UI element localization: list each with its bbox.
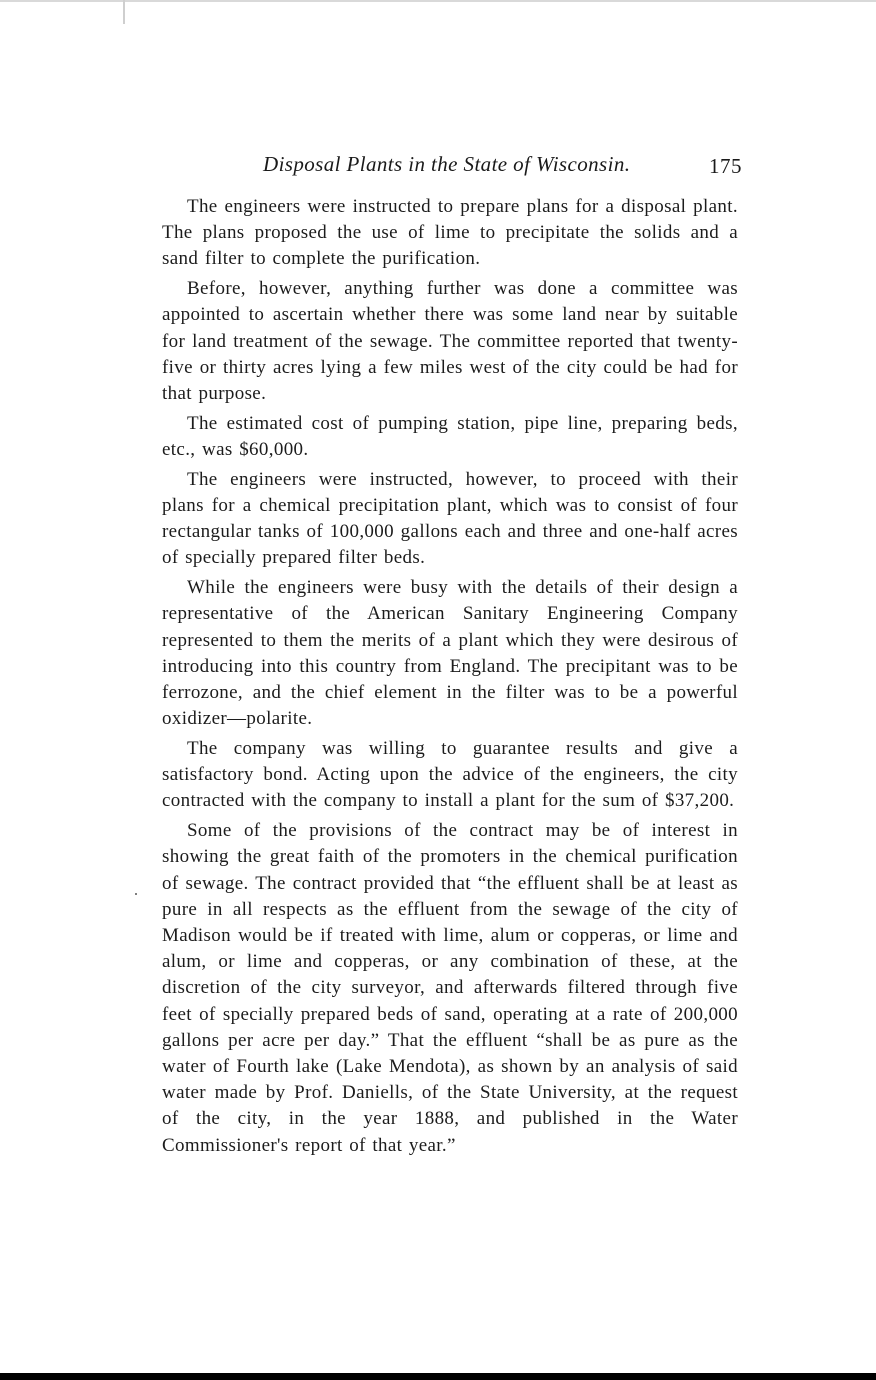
page-header bbox=[162, 152, 742, 184]
running-title: Disposal Plants in the State of Wisconsin. bbox=[263, 152, 631, 176]
body-text bbox=[162, 194, 738, 1162]
scan-corner-mark bbox=[123, 0, 125, 24]
paragraph-estimated-cost: The estimated cost of pumping station, pipe line, preparing beds, etc., was $60,000. bbox=[162, 412, 738, 461]
scan-bottom-border bbox=[0, 1373, 876, 1380]
paragraph-contract-provisions: Some of the provisions of the contract may be of interest in showing the great faith of the promoters in the chemical purification of sewage. The contract provided that “the effluent shall be at least as pure in all respects as the effluent from the sewage of the city of Madison would be if treated with lime, alum or copperas, or lime and alum, or lime and copperas, or any combination of these, at the discretion of the city surveyor, and afterwards filtered through five feet of specially prepared beds of sand, operating at a rate of 200,000 gallons per acre per day.” That the effluent “shall be as pure as the water of Fourth lake (Lake Mendota), as shown by an analysis of said water made by Prof. Daniells, of the State University, at the request of the city, in the year 1888, and published in the Water Commissioner's report of that year.” bbox=[162, 820, 738, 1156]
paragraph-sanitary-company: While the engineers were busy with the details of their design a representative of the American Sanitary Engineering Company represented to them the merits of a plant which they were desirous of introducing into this country from England. The precipitant was to be ferrozone, and the chief element in the filter was to be a powerful oxidizer—polarite. bbox=[162, 577, 738, 730]
page-number: 175 bbox=[709, 154, 742, 178]
paragraph-precipitation-plant: The engineers were instructed, however, to proceed with their plans for a chemical precipitation plant, which was to consist of four rectangular tanks of 100,000 gallons each and three and one-half acres of specially prepared filter beds. bbox=[162, 468, 738, 569]
scan-speck bbox=[135, 893, 137, 895]
paragraph-guarantee: The company was willing to guarantee results and give a satisfactory bond. Acting upon the advice of the engineers, the city contracted with the company to install a plant for the sum of $37,200. bbox=[162, 738, 738, 812]
scan-edge-line bbox=[0, 0, 876, 2]
paragraph-plans: The engineers were instructed to prepare plans for a disposal plant. The plans proposed the use of lime to precipitate the solids and a sand filter to complete the purification. bbox=[162, 196, 738, 270]
paragraph-committee: Before, however, anything further was done a committee was appointed to ascertain whether there was some land near by suitable for land treatment of the sewage. The committee reported that twenty-five or thirty acres lying a few miles west of the city could be had for that purpose. bbox=[162, 278, 738, 405]
